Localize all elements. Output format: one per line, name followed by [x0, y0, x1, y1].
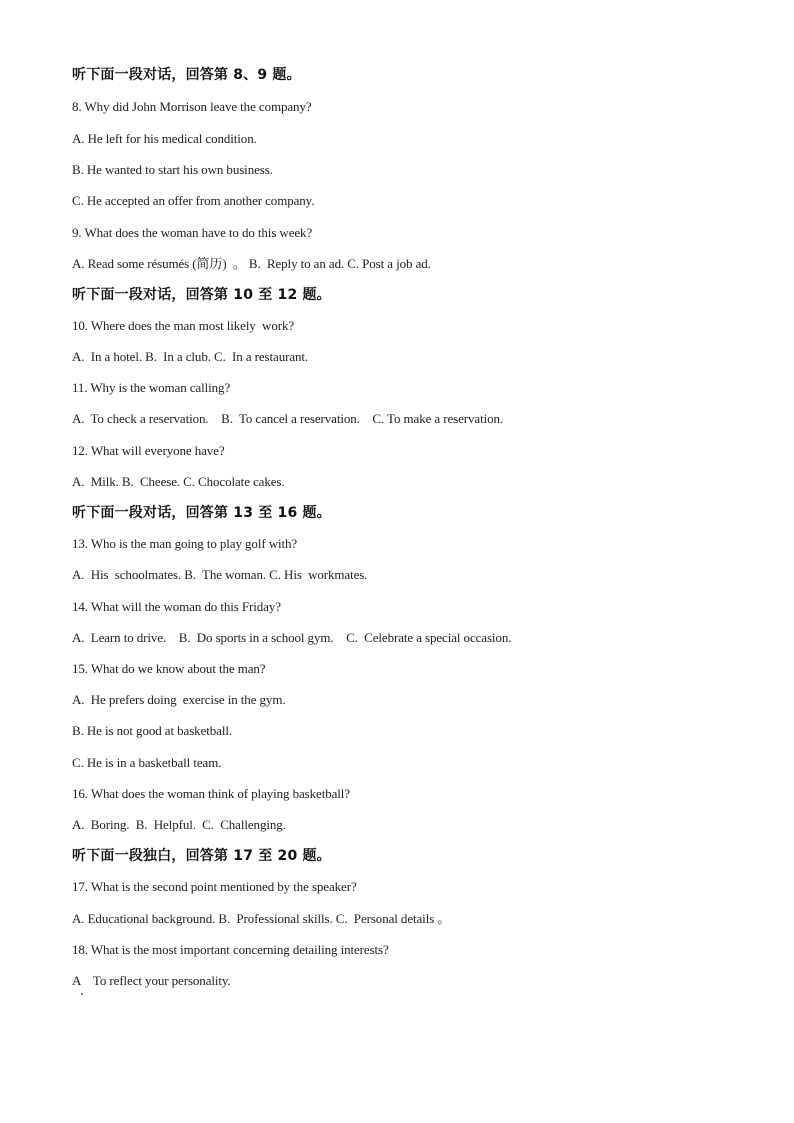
question-12: 12. What will everyone have?	[72, 443, 225, 458]
question-8: 8. Why did John Morrison leave the company?	[72, 99, 312, 114]
option-8b: B. He wanted to start his own business.	[72, 162, 273, 177]
options-10: A. In a hotel. B. In a club. C. In a restaurant.	[72, 349, 309, 364]
options-14: A. Learn to drive. B. Do sports in a school gym. C. Celebrate a special occasion.	[72, 630, 512, 645]
section-heading-10-12: 听下面一段对话，回答第 10 至 12 题。	[72, 287, 331, 303]
options-17: A. Educational background. B. Professional skills. C. Personal details 。	[72, 911, 451, 926]
question-9: 9. What does the woman have to do this week?	[72, 225, 313, 240]
question-18: 18. What is the most important concerning detailing interests?	[72, 942, 389, 957]
question-14: 14. What will the woman do this Friday?	[72, 599, 281, 614]
question-11: 11. Why is the woman calling?	[72, 380, 231, 395]
option-18a: A To reflect your personality.	[72, 973, 231, 988]
section-heading-17-20: 听下面一段独白，回答第 17 至 20 题。	[72, 848, 331, 864]
stray-dot-mark	[81, 993, 83, 995]
option-8c: C. He accepted an offer from another company.	[72, 193, 315, 208]
options-16: A. Boring. B. Helpful. C. Challenging.	[72, 817, 286, 832]
options-12: A. Milk. B. Cheese. C. Chocolate cakes.	[72, 474, 285, 489]
option-15b: B. He is not good at basketball.	[72, 723, 232, 738]
options-13: A. His schoolmates. B. The woman. C. His workmates.	[72, 567, 368, 582]
question-16: 16. What does the woman think of playing basketball?	[72, 786, 350, 801]
question-13: 13. Who is the man going to play golf with?	[72, 536, 298, 551]
options-9: A. Read some résumés (简历) 。 B. Reply to an ad. C. Post a job ad.	[72, 256, 431, 271]
question-17: 17. What is the second point mentioned by the speaker?	[72, 879, 357, 894]
section-heading-8-9: 听下面一段对话，回答第 8、9 题。	[72, 67, 301, 83]
question-15: 15. What do we know about the man?	[72, 661, 266, 676]
section-heading-13-16: 听下面一段对话，回答第 13 至 16 题。	[72, 505, 331, 521]
option-8a: A. He left for his medical condition.	[72, 131, 257, 146]
options-11: A. To check a reservation. B. To cancel a reservation. C. To make a reservation.	[72, 411, 504, 426]
option-15a: A. He prefers doing exercise in the gym.	[72, 692, 286, 707]
question-10: 10. Where does the man most likely work?	[72, 318, 295, 333]
option-15c: C. He is in a basketball team.	[72, 755, 222, 770]
